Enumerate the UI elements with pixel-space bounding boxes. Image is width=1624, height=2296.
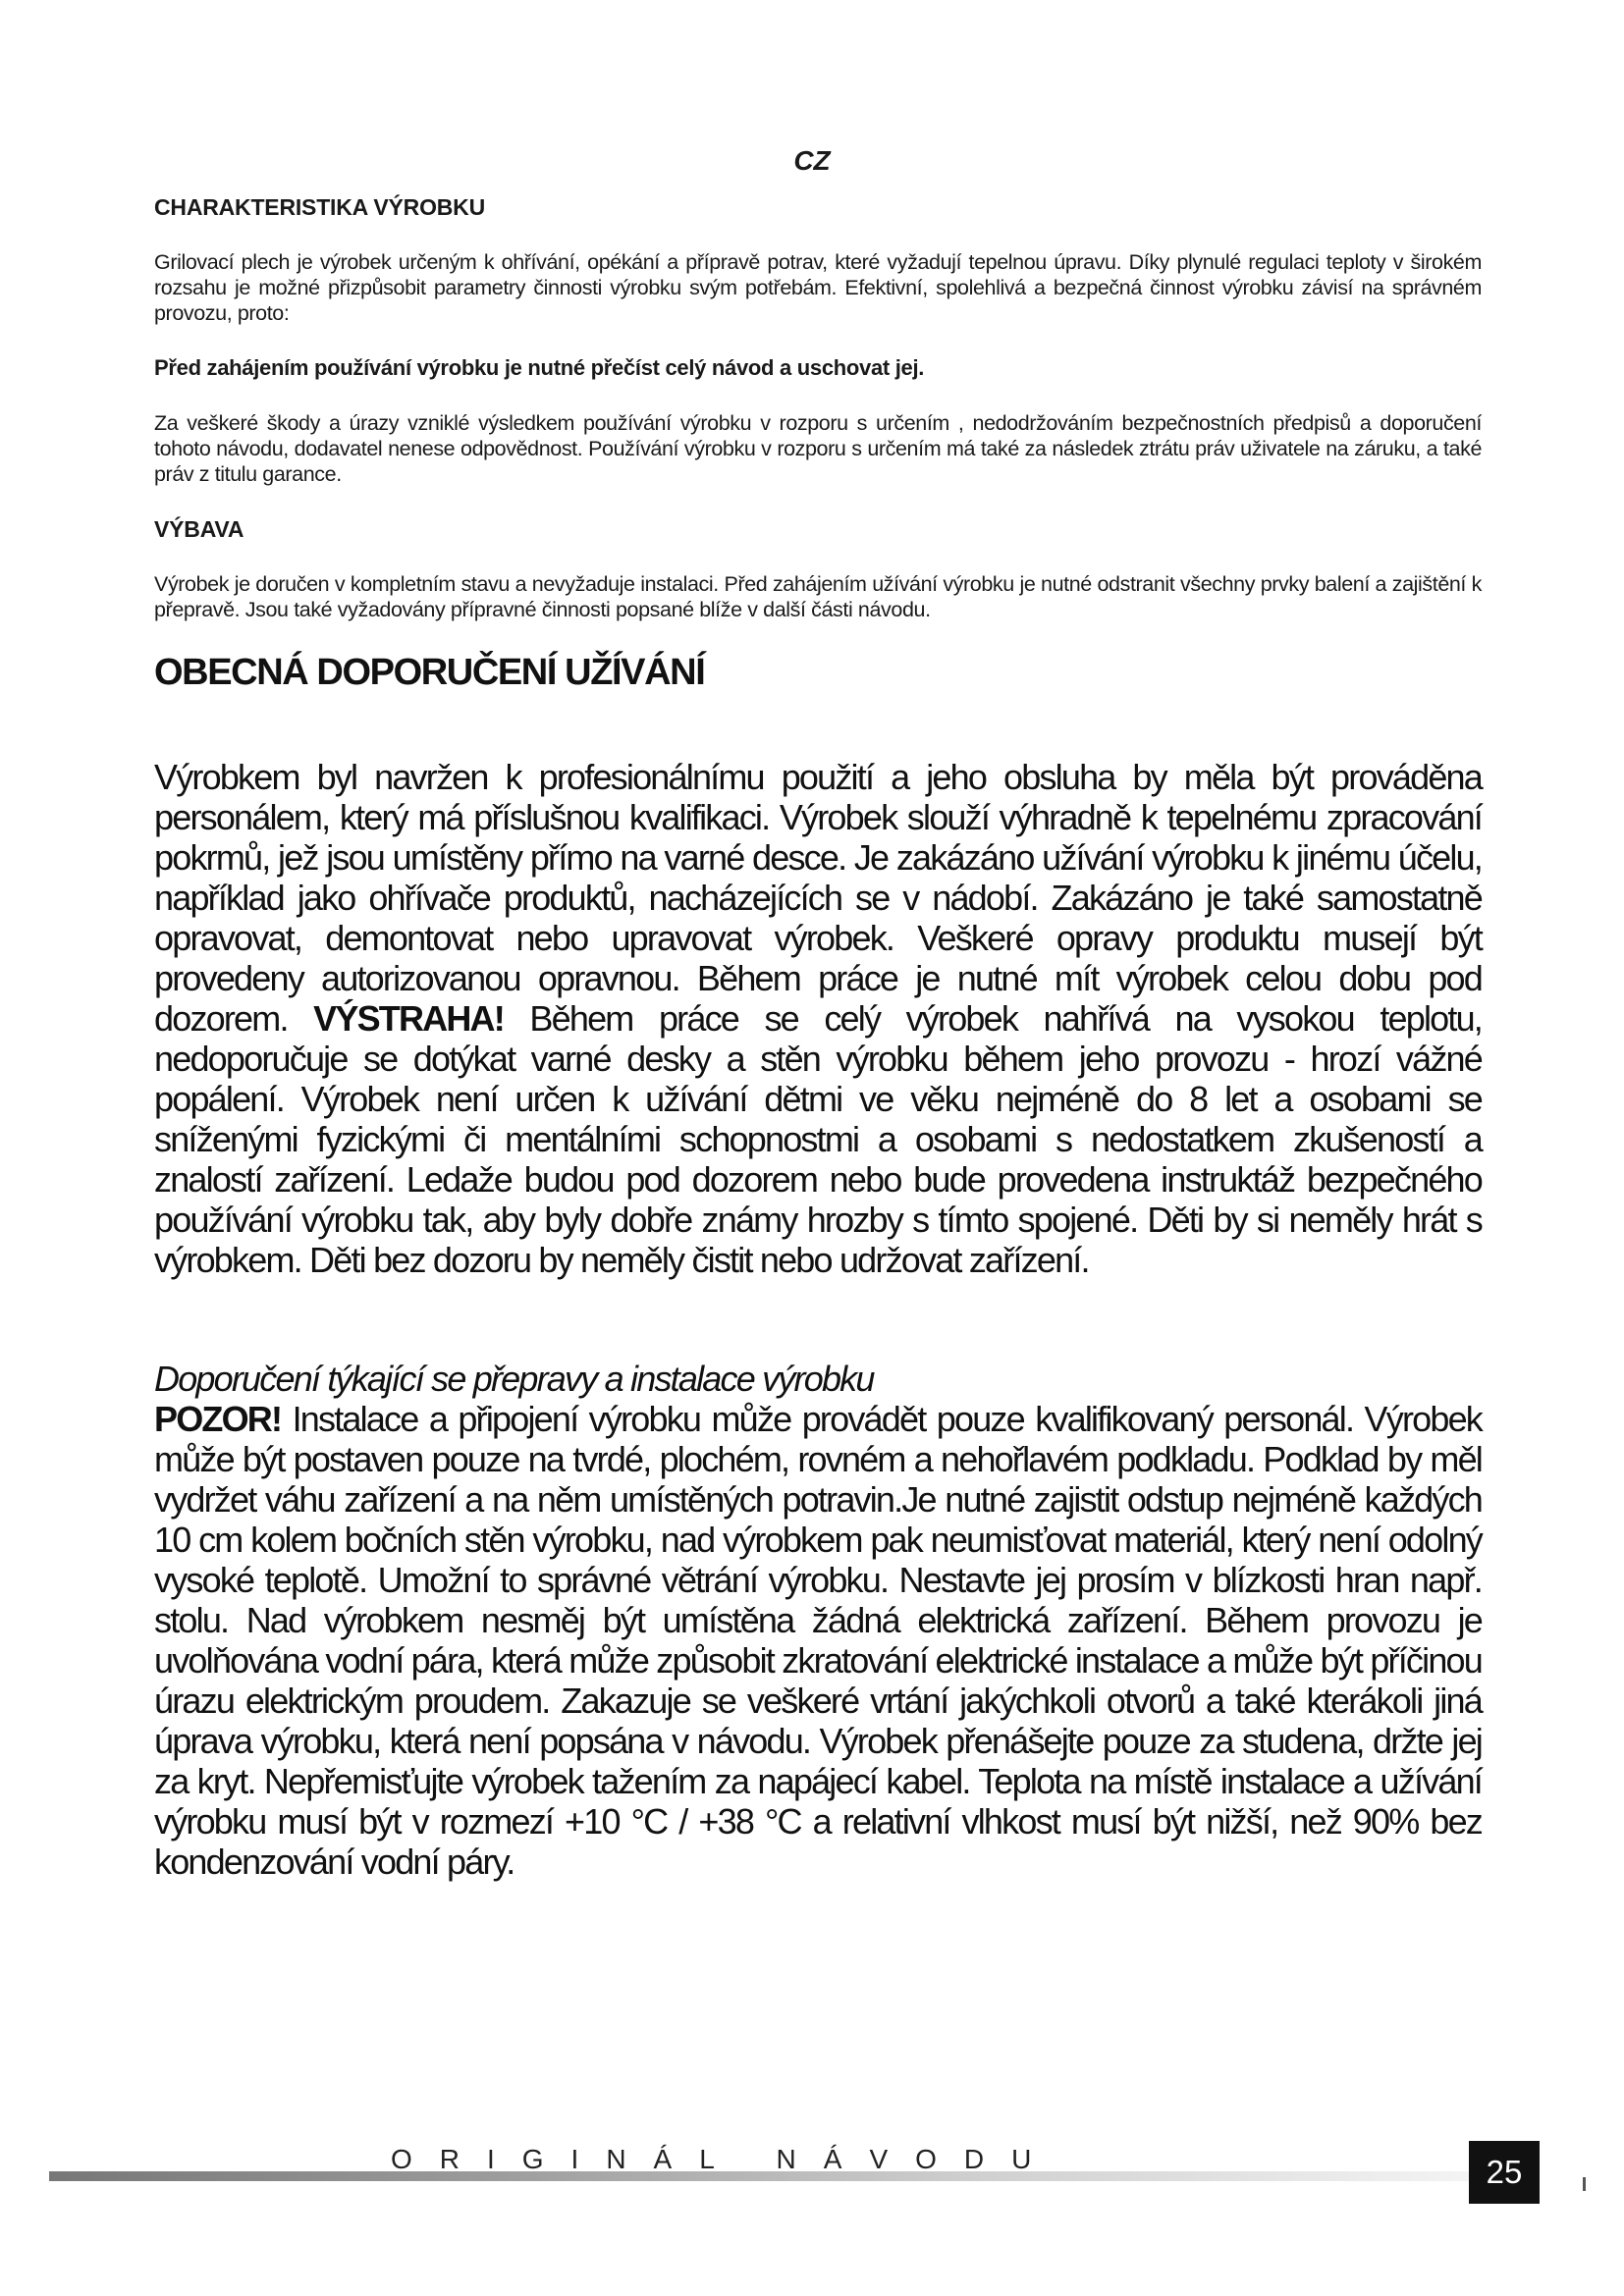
transport-subheading: Doporučení týkající se přepravy a instalace výrobku bbox=[154, 1359, 874, 1399]
section-title-characteristics: CHARAKTERISTIKA VÝROBKU bbox=[154, 194, 485, 220]
caution-label: POZOR! bbox=[154, 1399, 282, 1439]
transport-text: Instalace a připojení výrobku může provádět pouze kvalifikovaný personál. Výrobek může být postaven pouze na tvrdé, plochém, rovném a nehořlavém podkladu. Podklad by měl vydržet váhu zařízení a na něm umístěných potravin.Je nutné zajistit odstup nejméně každých 10 cm kolem bočních stěn výrobku, nad výrobkem pak neumisťovat materiál, který není odolný vysoké teplotě. Umožní to správné větrání výrobku. Nestavte jej prosím v blízkosti hran např. stolu. Nad výrobkem nesměj být umístěna žádná elektrická zařízení. Během provozu je uvolňována vodní pára, která může způsobit zkratování elektrické instalace a může být příčinou úrazu elektrickým proudem. Zakazuje se veškeré vrtání jakýchkoli otvorů a také kterákoli jiná úprava výrobku, která není popsána v návodu. Výrobek přenášejte pouze za studena, držte jej za kryt. Nepřemisťujte výrobek tažením za napájecí kabel. Teplota na místě instalace a užívání výrobku musí být v rozmezí +10 °C / +38 °C a relativní vlhkost musí být nižší, než 90% bez kondenzování vodní páry. bbox=[154, 1399, 1482, 1882]
general-text-after: Během práce se celý výrobek nahřívá na vysokou teplotu, nedoporučuje se dotýkat varné desky a stěn výrobku během jeho provozu - hrozí vážné popálení. Výrobek není určen k užívání dětmi ve věku nejméně do 8 let a osobami se sníženými fyzickými či mentálními schopnostmi a osobami s nedostatkem zkušeností a znalostí zařízení. Ledaže budou pod dozorem nebo bude provedena instruktáž bezpečného používání výrobku tak, aby byly dobře známy hrozby s tímto spojené. Děti by si neměly hrát s výrobkem. Děti bez dozoru by neměly čistit nebo udržovat zařízení. bbox=[154, 998, 1483, 1280]
characteristics-paragraph: Grilovací plech je výrobek určeným k ohřívání, opékání a přípravě potrav, které vyžadují tepelnou úpravu. Díky plynulé regulaci teploty v širokém rozsahu je možné přizpůsobit parametry činnosti výrobku svým potřebám. Efektivní, spolehlivá a bezpečná činnost výrobku závisí na správném provozu, proto: bbox=[154, 250, 1482, 325]
transport-paragraph bbox=[154, 1399, 1482, 1882]
page-number: 25 bbox=[1469, 2141, 1540, 2204]
warning-label: VÝSTRAHA! bbox=[313, 998, 504, 1039]
footer-title: ORIGINÁL NÁVODU bbox=[391, 2144, 1059, 2174]
general-paragraph bbox=[154, 757, 1482, 1280]
general-text-before: Výrobkem byl navržen k profesionálnímu použití a jeho obsluha by měla být prováděna personálem, který má příslušnou kvalifikaci. Výrobek slouží výhradně k tepelnému zpracování pokrmů, jež jsou umístěny přímo na varné desce. Je zakázáno užívání výrobku k jinému účelu, například jako ohřívače produktů, nacházejících se v nádobí. Zakázáno je také samostatně opravovat, demontovat nebo upravovat výrobek. Veškeré opravy produktu musejí být provedeny autorizovanou opravnou. Během práce je nutné mít výrobek celou dobu pod dozorem. bbox=[154, 757, 1482, 1039]
equipment-paragraph: Výrobek je doručen v kompletním stavu a nevyžaduje instalaci. Před zahájením užívání výrobku je nutné odstranit všechny prvky balení a zajištění k přepravě. Jsou také vyžadovány přípravné činnosti popsané blíže v další části návodu. bbox=[154, 572, 1482, 621]
page-content bbox=[154, 194, 1482, 1882]
section-title-equipment: VÝBAVA bbox=[154, 516, 244, 542]
general-heading: OBECNÁ DOPORUČENÍ UŽÍVÁNÍ bbox=[154, 652, 705, 693]
liability-paragraph: Za veškeré škody a úrazy vzniklé výsledkem používání výrobku v rozporu s určením , nedodržováním bezpečnostních předpisů a doporučení tohoto návodu, dodavatel nenese odpovědnost. Používání výrobku v rozporu s určením má také za následek ztrátu práv uživatele na záruku, a také práv z titulu garance. bbox=[154, 411, 1482, 486]
footer-tick-mark bbox=[1583, 2177, 1586, 2191]
language-code: CZ bbox=[793, 145, 831, 176]
read-manual-notice: Před zahájením používání výrobku je nutné přečíst celý návod a uschovat jej. bbox=[154, 355, 925, 380]
